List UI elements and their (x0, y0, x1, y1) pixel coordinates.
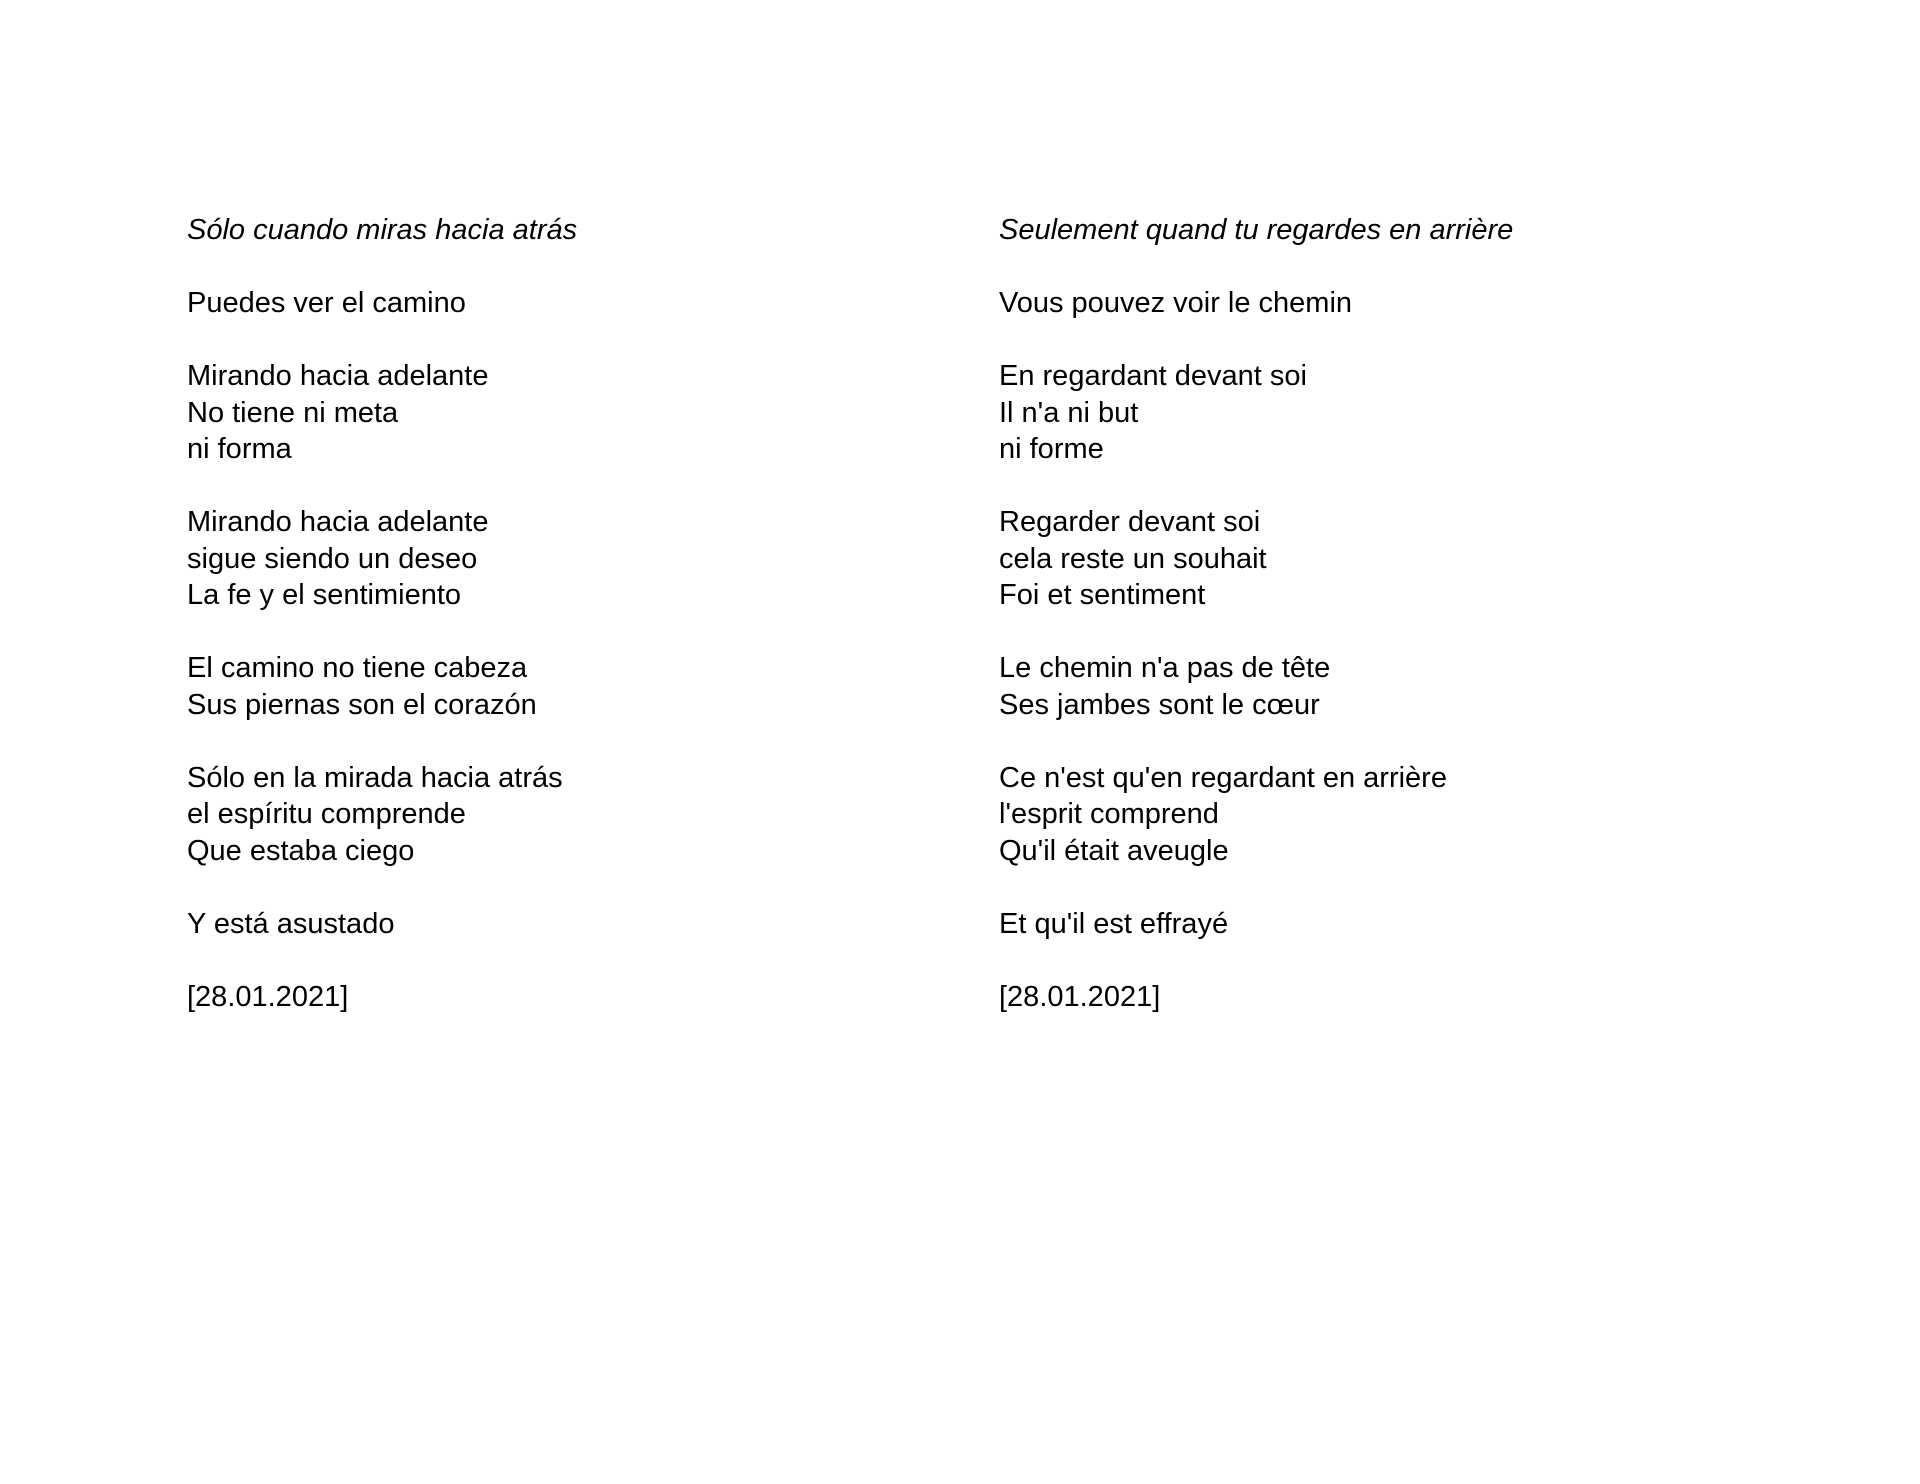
spanish-stanza-6 (187, 906, 927, 943)
poem-line: El camino no tiene cabeza (187, 652, 528, 684)
french-stanza-2 (999, 358, 1739, 468)
spanish-stanza-1 (187, 285, 927, 322)
french-poem-column (999, 212, 1739, 1015)
french-stanza-1 (999, 285, 1739, 322)
french-poem-title: Seulement quand tu regardes en arrière (999, 214, 1514, 246)
poem-line: En regardant devant soi (999, 360, 1307, 392)
poem-line: No tiene ni meta (187, 396, 399, 429)
poem-line: cela reste un souhait (999, 542, 1267, 575)
poem-line: Sus piernas son el corazón (187, 688, 537, 721)
poem-line: ni forma (187, 433, 292, 465)
spanish-stanza-4 (187, 650, 927, 723)
poem-line: el espíritu comprende (187, 798, 466, 830)
poem-line: ni forme (999, 433, 1104, 465)
poem-line: La fe y el sentimiento (187, 579, 462, 611)
french-date-stanza (999, 979, 1739, 1016)
poem-line: Que estaba ciego (187, 834, 415, 867)
poem-line: Qu'il était aveugle (999, 834, 1229, 867)
poem-line: Foi et sentiment (999, 579, 1206, 611)
spanish-stanza-2 (187, 358, 927, 468)
poem-date: [28.01.2021] (999, 980, 1161, 1013)
poem-line: l'esprit comprend (999, 798, 1219, 830)
poem-line: Il n'a ni but (999, 396, 1139, 429)
poem-line: Y está asustado (187, 907, 395, 940)
poem-line: Puedes ver el camino (187, 287, 466, 319)
french-stanza-6 (999, 906, 1739, 943)
poem-line: Et qu'il est effrayé (999, 907, 1229, 940)
spanish-stanza-5 (187, 760, 927, 870)
french-stanza-3 (999, 504, 1739, 614)
spanish-date-stanza (187, 979, 927, 1016)
poem-line: Mirando hacia adelante (187, 360, 489, 392)
poem-date: [28.01.2021] (187, 980, 349, 1013)
spanish-poem-column (187, 212, 927, 1015)
spanish-stanza-3 (187, 504, 927, 614)
poem-line: sigue siendo un deseo (187, 542, 478, 575)
poem-line: Ce n'est qu'en regardant en arrière (999, 761, 1447, 794)
french-stanza-4 (999, 650, 1739, 723)
poem-line: Mirando hacia adelante (187, 506, 489, 538)
poem-line: Vous pouvez voir le chemin (999, 287, 1353, 319)
poem-line: Regarder devant soi (999, 506, 1261, 538)
poem-line: Ses jambes sont le cœur (999, 688, 1320, 721)
poem-line: Le chemin n'a pas de tête (999, 652, 1331, 684)
french-stanza-5 (999, 760, 1739, 870)
poem-line: Sólo en la mirada hacia atrás (187, 761, 563, 794)
spanish-poem-title: Sólo cuando miras hacia atrás (187, 214, 578, 246)
